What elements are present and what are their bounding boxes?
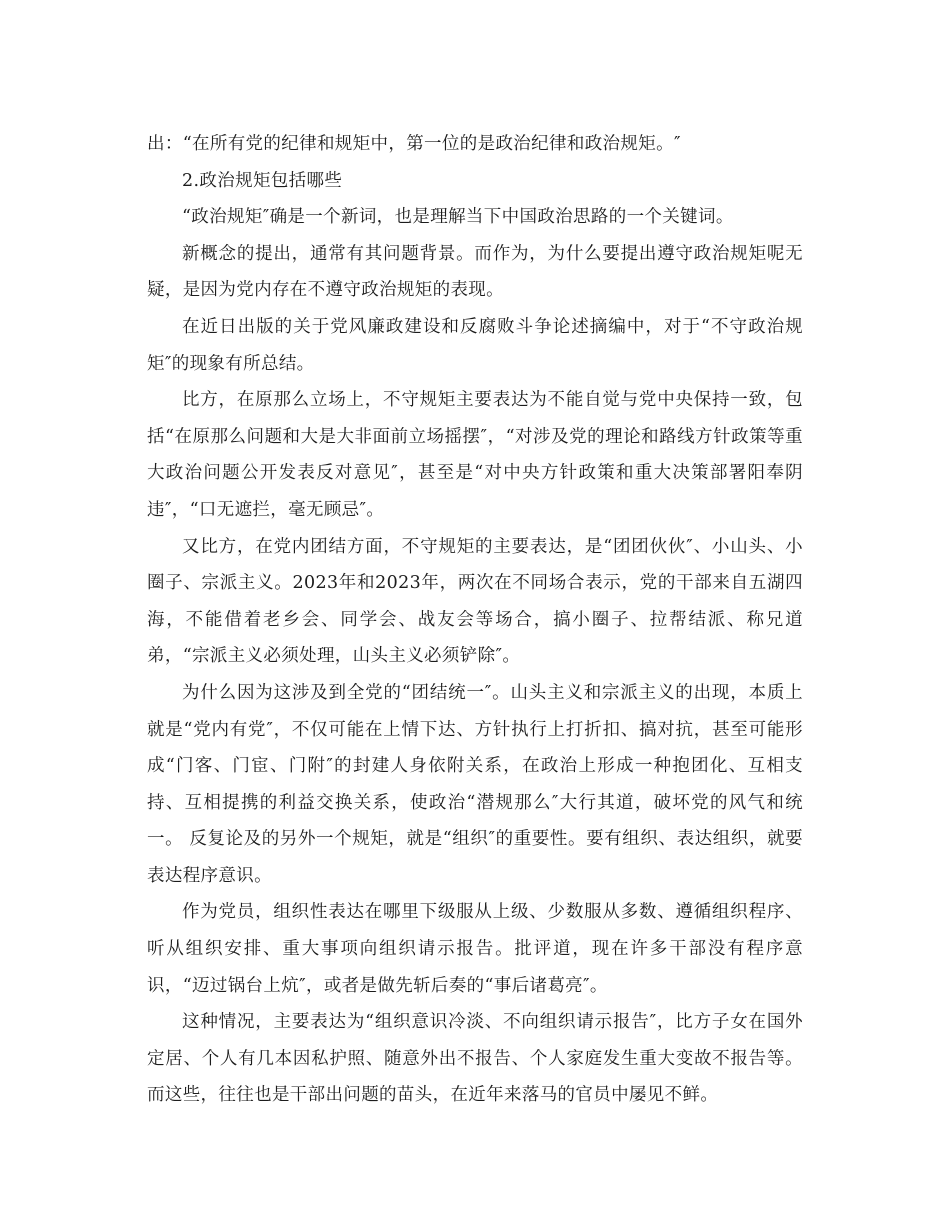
paragraph: 出：“在所有党的纪律和规矩中，第一位的是政治纪律和政治规矩。″ (147, 134, 681, 154)
section-heading: 2.政治规矩包括哪些 (182, 170, 343, 191)
paragraph: 这种情况，主要表达为“组织意识冷淡、不向组织请示报告″，比方子女在国外定居、个人有几本因私护照、随意外出不报告、个人家庭发生重大变故不报告等。而这些，往往也是干部出问题的苗头，在近年来落马的官员中屡见不鲜。 (147, 1012, 803, 1106)
paragraph: 为什么因为这涉及到全党的“团结统一″。山头主义和宗派主义的出现，本质上就是“党内有党″，不仅可能在上情下达、方针执行上打折扣、搞对抗，甚至可能形成“门客、门宦、门附″的封建人身依附关系，在政治上形成一种抱团化、互相支持、互相提携的利益交换关系，使政治“潜规那么″大行其道，破坏党的风气和统一。 反复论及的另外一个规矩，就是“组织″的重要性。要有组织、表达组织，就要表达程序意识。 (147, 682, 803, 886)
paragraph: 在近日出版的关于党风廉政建设和反腐败斗争论述摘编中，对于“不守政治规矩″的现象有所总结。 (147, 316, 803, 374)
paragraph: 比方，在原那么立场上，不守规矩主要表达为不能自觉与党中央保持一致，包括“在原那么问题和大是大非面前立场摇摆″，“对涉及党的理论和路线方针政策等重大政治问题公开发表反对意见″，甚至是“对中央方针政策和重大决策部署阳奉阴违″，“口无遮拦，毫无顾忌″。 (147, 390, 803, 520)
document-body (147, 126, 803, 1114)
paragraph: 新概念的提出，通常有其问题背景。而作为，为什么要提出遵守政治规矩呢无疑，是因为党内存在不遵守政治规矩的表现。 (147, 243, 803, 301)
paragraph: “政治规矩″确是一个新词，也是理解当下中国政治思路的一个关键词。 (182, 207, 734, 228)
paragraph: 作为党员，组织性表达在哪里下级服从上级、少数服从多数、遵循组织程序、听从组织安排、重大事项向组织请示报告。批评道，现在许多干部没有程序意识，“迈过锅台上炕″，或者是做先斩后奏的“事后诸葛亮″。 (147, 902, 803, 996)
paragraph: 又比方，在党内团结方面，不守规矩的主要表达，是“团团伙伙″、小山头、小圈子、宗派主义。2023年和2023年，两次在不同场合表示，党的干部来自五湖四海，不能借着老乡会、同学会、战友会等场合，搞小圈子、拉帮结派、称兄道弟，“宗派主义必须处理，山头主义必须铲除″。 (147, 536, 803, 667)
